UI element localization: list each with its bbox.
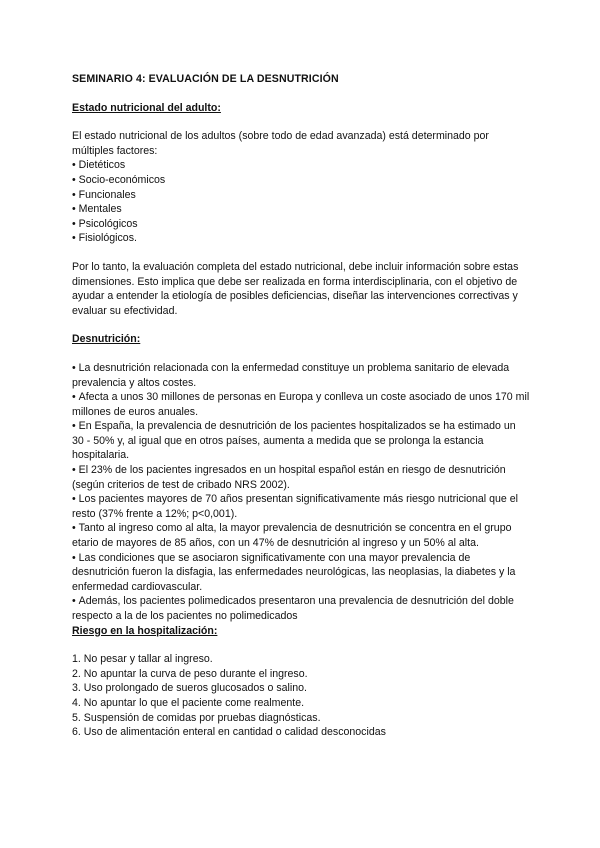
list-item: 4. No apuntar lo que el paciente come realmente. (72, 696, 305, 709)
intro-paragraph: El estado nutricional de los adultos (sobre todo de edad avanzada) está determinado por múltiples factores: (72, 130, 489, 157)
section-desnutricion (72, 332, 530, 623)
list-item: • Socio-económicos (72, 173, 530, 188)
section-estado-nutricional (72, 101, 530, 319)
list-item: • Afecta a unos 30 millones de personas en Europa y conlleva un coste asociado de unos 170 mil millones de euros anuales. (72, 390, 530, 419)
list-item: • Tanto al ingreso como al alta, la mayor prevalencia de desnutrición se concentra en el grupo etario de mayores de 85 años, con un 47% de desnutrición al ingreso y un 50% al alta. (72, 521, 530, 550)
list-item: • Psicológicos (72, 217, 530, 232)
list-item: • Fisiológicos. (72, 231, 530, 246)
section-riesgo-hospitalizacion (72, 624, 530, 740)
document-title: SEMINARIO 4: EVALUACIÓN DE LA DESNUTRICIÓN (72, 73, 339, 85)
list-item: • En España, la prevalencia de desnutrición de los pacientes hospitalizados se ha estimado un 30 - 50% y, al igual que en otros países, aumenta a medida que se prolonga la estancia hospitalaria. (72, 419, 530, 463)
list-item: 6. Uso de alimentación enteral en cantidad o calidad desconocidas (72, 726, 386, 739)
riesgo-list (72, 652, 530, 740)
list-item: • Además, los pacientes polimedicados presentaron una prevalencia de desnutrición del doble respecto a la de los pacientes no polimedicados (72, 594, 530, 623)
list-item: • El 23% de los pacientes ingresados en un hospital español están en riesgo de desnutrición (según criterios de test de cribado NRS 2002). (72, 463, 530, 492)
list-item: 5. Suspensión de comidas por pruebas diagnósticas. (72, 711, 321, 724)
desnutricion-list (72, 361, 530, 624)
list-item: • Dietéticos (72, 158, 530, 173)
list-item: 3. Uso prolongado de sueros glucosados o salino. (72, 682, 307, 695)
list-item: • Mentales (72, 202, 530, 217)
section-heading-estado-nutricional: Estado nutricional del adulto: (72, 101, 221, 114)
list-item: • Los pacientes mayores de 70 años presentan significativamente más riesgo nutricional que el resto (37% frente a 12%; p<0,001). (72, 492, 530, 521)
section-heading-desnutricion: Desnutrición: (72, 333, 141, 346)
list-item: • Funcionales (72, 188, 530, 203)
factors-list (72, 158, 530, 246)
section-heading-riesgo: Riesgo en la hospitalización: (72, 624, 218, 637)
list-item: • La desnutrición relacionada con la enfermedad constituye un problema sanitario de elevada prevalencia y altos costes. (72, 361, 530, 390)
list-item: 2. No apuntar la curva de peso durante el ingreso. (72, 667, 308, 680)
list-item: • Las condiciones que se asociaron significativamente con una mayor prevalencia de desnutrición fueron la disfagia, las enfermedades neurológicas, las neoplasias, la diabetes y la enfermedad cardiovascular. (72, 551, 530, 595)
list-item: 1. No pesar y tallar al ingreso. (72, 653, 213, 666)
evaluation-paragraph: Por lo tanto, la evaluación completa del estado nutricional, debe incluir información sobre estas dimensiones. Esto implica que debe ser realizada en forma interdisciplinaria, con el objetivo de ayudar a entender la etiología de posibles deficiencias, diseñar las intervenciones correctivas y evaluar su efectividad. (72, 260, 519, 317)
